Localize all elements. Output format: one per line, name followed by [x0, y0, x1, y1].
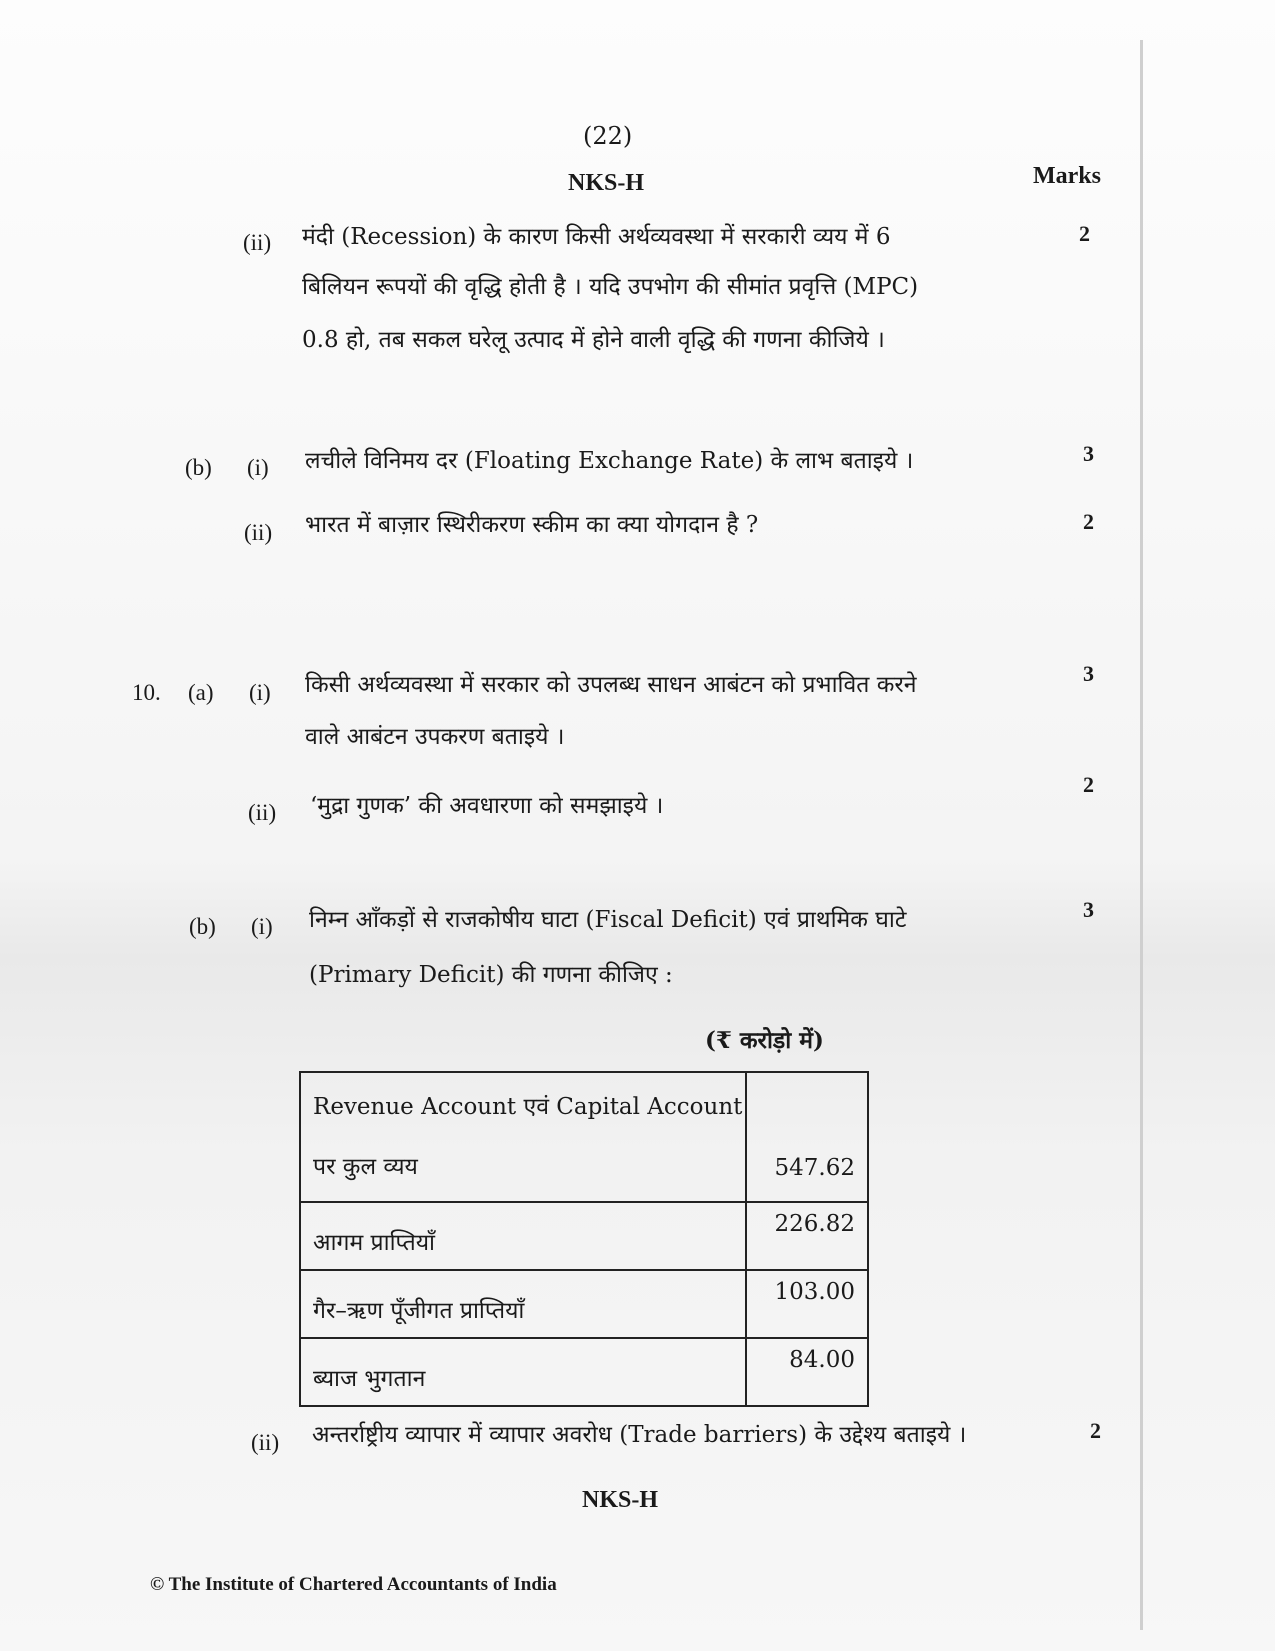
table-item-line-2: पर कुल व्यय: [313, 1154, 418, 1180]
q9-b-i-label: (i): [247, 455, 269, 480]
q10-a-i-marks: 3: [1083, 661, 1094, 686]
q9-b-ii-text: भारत में बाज़ार स्थिरीकरण स्कीम का क्या योगदान है ?: [305, 512, 759, 538]
page-number: (22): [583, 122, 633, 150]
table-item: आगम प्राप्तियाँ: [313, 1230, 436, 1256]
q10-b-ii-marks: 2: [1090, 1418, 1101, 1443]
q9-a-ii-label: (ii): [243, 230, 272, 255]
q9-b-i-text: लचीले विनिमय दर (Floating Exchange Rate) के लाभ बताइये ।: [305, 448, 914, 474]
table-cell-value: [746, 1338, 868, 1406]
q9-b-i-marks: 3: [1083, 441, 1094, 466]
scan-edge-divider: [1140, 40, 1143, 1630]
table-value: 84.00: [789, 1347, 855, 1373]
q10-a-i-line-2: वाले आबंटन उपकरण बताइये ।: [305, 724, 565, 750]
table-row: [300, 1338, 868, 1406]
table-unit-caption: (₹ करोड़ो में): [705, 1027, 824, 1054]
q10-a-label: (a): [188, 680, 214, 705]
q9-a-ii-line-1: मंदी (Recession) के कारण किसी अर्थव्यवस्था में सरकारी व्यय में 6: [302, 224, 891, 250]
q10-b-ii-text: अन्तर्राष्ट्रीय व्यापार में व्यापार अवरोध (Trade barriers) के उद्देश्य बताइये ।: [312, 1422, 967, 1448]
q10-b-i-line-1: निम्न आँकड़ों से राजकोषीय घाटा (Fiscal Deficit) एवं प्राथमिक घाटे: [309, 907, 907, 933]
table-cell-value: [746, 1270, 868, 1338]
table-cell-value: [746, 1072, 868, 1202]
table-value: 226.82: [774, 1211, 855, 1237]
q10-a-ii-marks: 2: [1083, 772, 1094, 797]
q10-b-i-marks: 3: [1083, 897, 1094, 922]
q10-b-i-label: (i): [251, 914, 273, 939]
q10-b-label: (b): [189, 914, 216, 939]
table-value: 103.00: [774, 1279, 855, 1305]
q10-number: 10.: [132, 680, 161, 705]
q10-b-ii-label: (ii): [251, 1430, 280, 1455]
paper-code-header: NKS-H: [568, 170, 645, 196]
table-row: [300, 1072, 868, 1202]
q10-a-i-line-1: किसी अर्थव्यवस्था में सरकार को उपलब्ध साधन आबंटन को प्रभावित करने: [305, 672, 917, 698]
q9-a-ii-line-3: 0.8 हो, तब सकल घरेलू उत्पाद में होने वाली वृद्धि की गणना कीजिये ।: [302, 327, 885, 353]
copyright-notice: © The Institute of Chartered Accountants of India: [150, 1574, 557, 1595]
table-cell-value: [746, 1202, 868, 1270]
q10-a-i-label: (i): [249, 680, 271, 705]
table-item: ब्याज भुगतान: [313, 1366, 426, 1392]
paper-code-footer: NKS-H: [582, 1487, 659, 1513]
table-item-line-1: Revenue Account एवं Capital Account: [313, 1094, 743, 1120]
q10-a-ii-label: (ii): [248, 800, 277, 825]
table-cell-item: [300, 1202, 746, 1270]
q10-a-ii-text: ‘मुद्रा गुणक’ की अवधारणा को समझाइये ।: [310, 793, 664, 819]
table-cell-item: [300, 1072, 746, 1202]
table-cell-item: [300, 1270, 746, 1338]
table-value: 547.62: [774, 1155, 855, 1181]
q9-b-label: (b): [185, 455, 212, 480]
q9-a-ii-marks: 2: [1079, 221, 1090, 246]
table-cell-item: [300, 1338, 746, 1406]
table-row: [300, 1270, 868, 1338]
q9-a-ii-line-2: बिलियन रूपयों की वृद्धि होती है । यदि उपभोग की सीमांत प्रवृत्ति (MPC): [302, 274, 919, 300]
q9-b-ii-label: (ii): [244, 520, 273, 545]
table-item: गैर–ऋण पूँजीगत प्राप्तियाँ: [313, 1298, 525, 1324]
q10-b-i-line-2: (Primary Deficit) की गणना कीजिए :: [309, 962, 673, 988]
marks-column-header: Marks: [1033, 163, 1101, 189]
q9-b-ii-marks: 2: [1083, 509, 1094, 534]
table-row: [300, 1202, 868, 1270]
fiscal-data-table: [299, 1071, 869, 1407]
